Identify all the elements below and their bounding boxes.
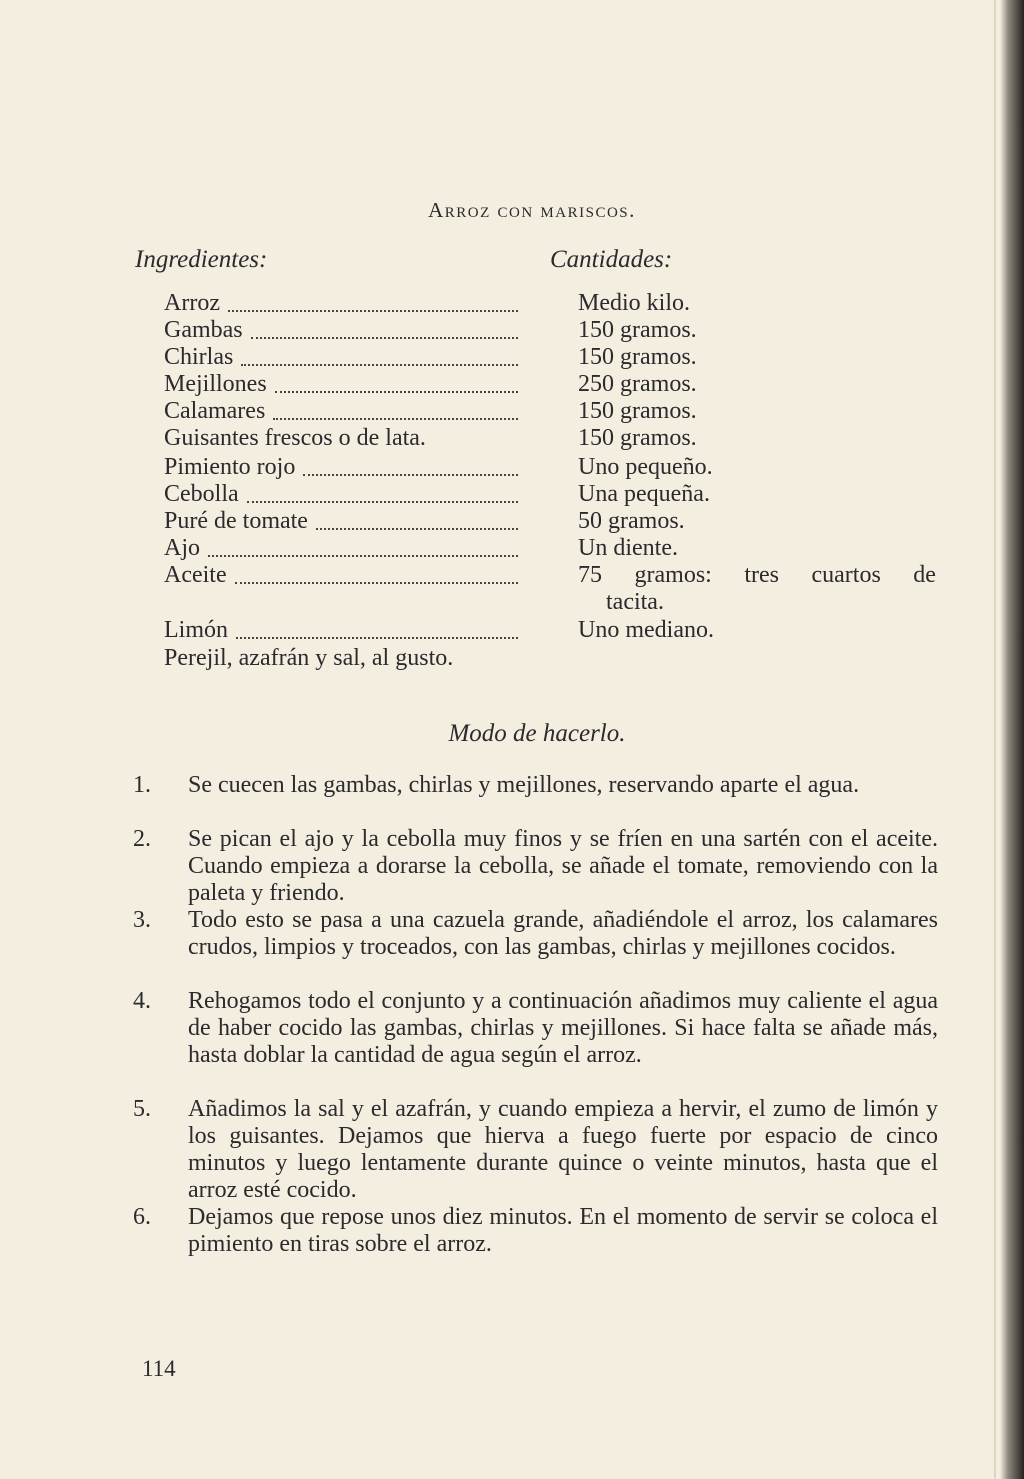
ingredient-name: Cebolla xyxy=(164,481,239,507)
ingredient-name: Ajo xyxy=(164,535,200,561)
step-number: 1. xyxy=(133,772,151,798)
ingredient-name: Calamares xyxy=(164,398,266,424)
leader-dots xyxy=(236,637,518,639)
ingredient-row xyxy=(164,371,518,399)
leader-dots xyxy=(251,337,518,339)
quantity-word: 75 xyxy=(578,562,602,588)
ingredient-name: Puré de tomate xyxy=(164,508,308,534)
leader-dots xyxy=(241,364,518,366)
ingredient-quantity: Uno pequeño. xyxy=(578,454,713,480)
leader-dots xyxy=(228,310,518,312)
step-number: 2. xyxy=(133,826,151,852)
step-number: 6. xyxy=(133,1204,151,1230)
ingredient-row xyxy=(164,454,518,482)
quantity-word: gramos: xyxy=(634,562,712,588)
step-number: 5. xyxy=(133,1096,151,1122)
ingredient-quantity: 250 gramos. xyxy=(578,371,697,397)
quantity-word: tres xyxy=(744,562,779,588)
leader-dots xyxy=(247,501,518,503)
recipe-title: Arroz con mariscos. xyxy=(428,198,636,222)
step-text: Todo esto se pasa a una cazuela grande, añadiéndole el arroz, los calamares crudos, limpios y troceados, con las gambas, chirlas y mejillones cocidos. xyxy=(188,907,938,960)
quantities-header: Cantidades: xyxy=(550,246,673,273)
ingredient-row xyxy=(164,562,518,590)
step-number: 4. xyxy=(133,988,151,1014)
step-number: 3. xyxy=(133,907,151,933)
ingredient-name: Perejil, azafrán y sal, al gusto. xyxy=(164,645,454,671)
ingredient-quantity: Una pequeña. xyxy=(578,481,710,507)
ingredient-quantity-continued: tacita. xyxy=(606,589,664,615)
ingredient-row xyxy=(164,344,518,372)
ingredient-name: Chirlas xyxy=(164,344,234,370)
step-text: Rehogamos todo el conjunto y a continuación añadimos muy caliente el agua de haber cocido las gambas, chirlas y mejillones. Si hace falta se añade más, hasta doblar la cantidad de agua según el arroz. xyxy=(188,988,938,1068)
step-text: Dejamos que repose unos diez minutos. En el momento de servir se coloca el pimiento en tiras sobre el arroz. xyxy=(188,1204,938,1257)
ingredient-row xyxy=(164,398,518,426)
ingredient-quantity: Uno mediano. xyxy=(578,617,714,643)
step-text: Se pican el ajo y la cebolla muy finos y se fríen en una sartén con el aceite. Cuando empieza a dorarse la cebolla, se añade el tomate, removiendo con la paleta y friendo. xyxy=(188,826,938,906)
leader-dots xyxy=(235,582,518,584)
ingredients-header: Ingredientes: xyxy=(135,246,268,273)
ingredient-quantity xyxy=(578,562,936,589)
ingredient-quantity: Un diente. xyxy=(578,535,678,561)
ingredient-name: Aceite xyxy=(164,562,227,588)
ingredient-row xyxy=(164,508,518,536)
ingredient-name: Gambas xyxy=(164,317,243,343)
leader-dots xyxy=(316,528,518,530)
step-text: Añadimos la sal y el azafrán, y cuando empieza a hervir, el zumo de limón y los guisantes. Dejamos que hierva a fuego fuerte por espacio de cinco minutos y luego lentamente durante quince o veinte minutos, hasta que el arroz esté cocido. xyxy=(188,1096,938,1203)
ingredient-name: Mejillones xyxy=(164,371,267,397)
ingredient-row xyxy=(164,290,518,318)
leader-dots xyxy=(303,474,518,476)
ingredient-row xyxy=(164,317,518,345)
ingredient-quantity: 150 gramos. xyxy=(578,317,697,343)
ingredient-quantity: Medio kilo. xyxy=(578,290,690,316)
ingredient-row xyxy=(164,617,518,645)
quantity-word: de xyxy=(913,562,936,588)
ingredient-quantity: 150 gramos. xyxy=(578,344,697,370)
page-number: 114 xyxy=(142,1356,176,1381)
ingredient-name: Pimiento rojo xyxy=(164,454,296,480)
ingredient-name: Arroz xyxy=(164,290,220,316)
method-title: Modo de hacerlo. xyxy=(448,720,626,747)
step-text: Se cuecen las gambas, chirlas y mejillones, reservando aparte el agua. xyxy=(188,772,860,798)
ingredient-name: Guisantes frescos o de lata. xyxy=(164,425,426,451)
quantity-word: cuartos xyxy=(811,562,881,588)
leader-dots xyxy=(208,555,518,557)
ingredient-quantity: 50 gramos. xyxy=(578,508,685,534)
ingredient-quantity: 150 gramos. xyxy=(578,398,697,424)
leader-dots xyxy=(275,391,518,393)
ingredient-quantity: 150 gramos. xyxy=(578,425,697,451)
leader-dots xyxy=(273,418,518,420)
ingredient-row xyxy=(164,481,518,509)
ingredient-name: Limón xyxy=(164,617,228,643)
ingredient-row xyxy=(164,535,518,563)
